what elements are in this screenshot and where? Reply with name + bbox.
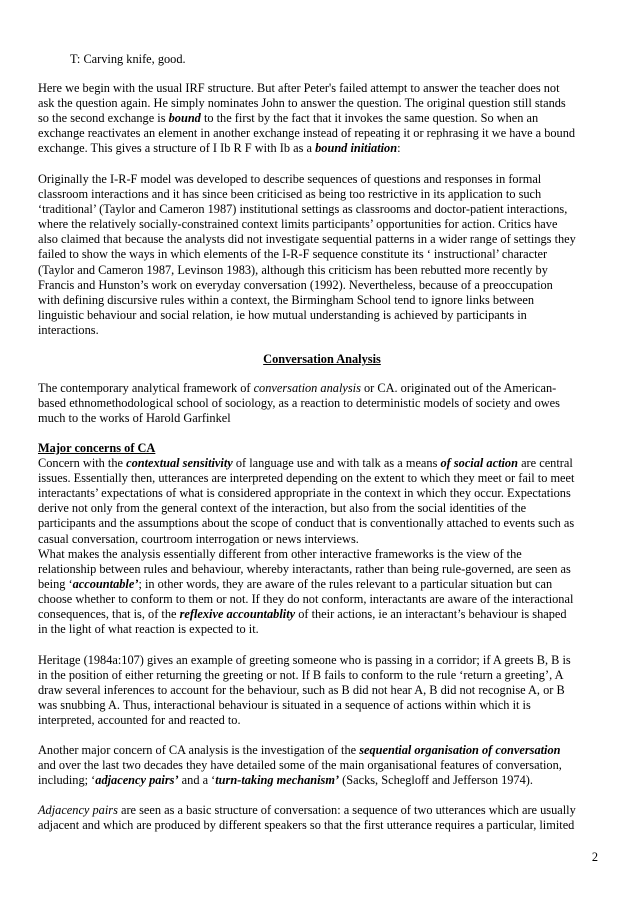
text-line: Heritage (1984a:107) gives an example of greeting someone who is passing in a corridor; if A greets B, B is xyxy=(38,653,571,667)
text-line: also claimed that because the analysts did not investigate sequential patterns in a wider range of settings they xyxy=(38,232,576,247)
emphasis-adjacency-pairs: adjacency pairs’ xyxy=(95,773,179,788)
text-line: linguistic behaviour and social relation, ie how mutual understanding is achieved by participants in xyxy=(38,307,527,322)
section-heading-conversation-analysis: Conversation Analysis xyxy=(263,352,381,366)
paragraph-adjacency-pairs xyxy=(38,803,606,833)
text-line: exchange reactivates an element in another exchange instead of repeating it or rephrasing it we have a bound xyxy=(38,126,576,141)
text-line: issues. Essentially then, utterances are interpreted depending on the extent to which they meet or fail to meet xyxy=(38,471,575,486)
emphasis-bound-initiation: bound initiation xyxy=(315,141,398,156)
text-line: with defining discursive rules within a context, the Birmingham School tend to ignore links between xyxy=(38,292,535,307)
section-major-concerns xyxy=(38,441,606,637)
emphasis-conversation-analysis: conversation analysis xyxy=(253,381,361,395)
emphasis-reflexive-accountability: reflexive accountablity xyxy=(179,607,296,622)
subheading-major-concerns: Major concerns of CA xyxy=(38,441,156,455)
text-line: derive not only from the general context of the interaction, but also from the social identities of the xyxy=(38,501,527,516)
text-line: based ethnomethodological school of sociology, as a reaction to deterministic models of society and owes xyxy=(38,396,560,411)
text-line: ask the question again. He simply nominates John to answer the question. The original question still stands xyxy=(38,96,566,111)
text-line: relationship between rules and behaviour, whereby interactants, rather than being rule-governed, are seen as xyxy=(38,561,571,576)
paragraph-ca-origin xyxy=(38,381,606,426)
text-line: interpreted, accounted for and reacted to. xyxy=(38,713,241,728)
emphasis-adjacency-pairs-italic: Adjacency pairs xyxy=(38,803,118,817)
text-line: being ‘accountable’; in other words, they are aware of the rules relevant to a particular situation but can xyxy=(38,576,553,591)
text-line: interactants’ expectations of what is considered appropriate in the context in which they occur. Expectations xyxy=(38,486,571,501)
text-line: in the light of what reaction is expected to it. xyxy=(38,622,259,637)
text-line: Adjacency pairs are seen as a basic structure of conversation: a sequence of two utterances which are usually xyxy=(38,803,576,817)
paragraph-irf-criticism xyxy=(38,172,606,338)
text-line: classroom interactions and it has since been criticised as being too restrictive in its application to such xyxy=(38,187,542,202)
text-line: in the position of either returning the greeting or not. If B fails to conform to the rule ‘return a greeting’, A xyxy=(38,668,564,683)
text-line: choose whether to conform to them or not. If they do not conform, interactants are aware of the interactional xyxy=(38,591,574,606)
emphasis-accountable: accountable’ xyxy=(72,576,139,591)
text-line: much to the works of Harold Garfinkel xyxy=(38,411,231,426)
emphasis-contextual-sensitivity: contextual sensitivity xyxy=(126,456,233,471)
text-line: adjacent and which are produced by different speakers so that the first utterance requires a particular, limited xyxy=(38,818,575,833)
text-line: What makes the analysis essentially different from other interactive frameworks is the view of the xyxy=(38,546,522,561)
transcript-text: T: Carving knife, good. xyxy=(70,52,186,66)
text-line: ‘traditional’ (Taylor and Cameron 1987) institutional settings as classrooms and doctor-patient interactions, xyxy=(38,202,568,217)
text-line: draw several inferences to account for the behaviour, such as B did not hear A, B did not recognise A, or B xyxy=(38,683,565,698)
page-number: 2 xyxy=(591,850,598,864)
text-line: and over the last two decades they have detailed some of the main organisational features of conversation, xyxy=(38,758,562,773)
text-line: where the relatively socially-constrained context limits participants’ opportunities for action. Critics have xyxy=(38,217,558,232)
text-line: including; ‘adjacency pairs’ and a ‘turn-taking mechanism’ (Sacks, Schegloff and Jefferson 1974). xyxy=(38,773,533,788)
transcript-line xyxy=(70,52,638,67)
text-line: Concern with the contextual sensitivity of language use and with talk as a means of social action are central xyxy=(38,456,573,471)
text-line: consequences, that is, of the reflexive accountablity of their actions, ie an interactant’s behaviour is shaped xyxy=(38,607,567,622)
text-line: Here we begin with the usual IRF structure. But after Peter's failed attempt to answer the teacher does not xyxy=(38,81,560,95)
text-line: Originally the I-R-F model was developed to describe sequences of questions and responses in formal xyxy=(38,172,542,186)
paragraph-irf-structure xyxy=(38,81,606,156)
text-line: was snubbing A. Thus, interactional behaviour is situated in a sequence of actions within which it is xyxy=(38,698,531,713)
text-line: Another major concern of CA analysis is the investigation of the sequential organisation of conversation xyxy=(38,743,561,757)
text-line: failed to show the ways in which elements of the I-R-F sequence constitute its ‘ instructional’ character xyxy=(38,247,548,262)
text-line: The contemporary analytical framework of conversation analysis or CA. originated out of the American- xyxy=(38,381,557,395)
emphasis-sequential-organisation: sequential organisation of conversation xyxy=(359,743,561,757)
paragraph-sequential-organisation xyxy=(38,743,606,788)
text-line: participants and the assumptions about the scope of conduct that is conventionally attached to events such as xyxy=(38,516,575,531)
text-line: casual conversation, courtroom interrogation or news interviews. xyxy=(38,531,359,546)
emphasis-social-action: of social action xyxy=(440,456,518,471)
text-line: exchange. This gives a structure of I Ib R F with Ib as a bound initiation: xyxy=(38,141,401,156)
text-line: interactions. xyxy=(38,322,99,337)
text-line: Francis and Hunston’s work on everyday conversation (1992). Nevertheless, because of a preoccupation xyxy=(38,277,553,292)
text-line: (Taylor and Cameron 1987, Levinson 1983), although this criticism has been rebutted more recently by xyxy=(38,262,548,277)
text-line: so the second exchange is bound to the first by the fact that it invokes the same question. So when an xyxy=(38,111,539,126)
emphasis-turn-taking: turn-taking mechanism’ xyxy=(215,773,340,788)
emphasis-bound: bound xyxy=(168,111,201,126)
paragraph-heritage-example xyxy=(38,653,606,728)
